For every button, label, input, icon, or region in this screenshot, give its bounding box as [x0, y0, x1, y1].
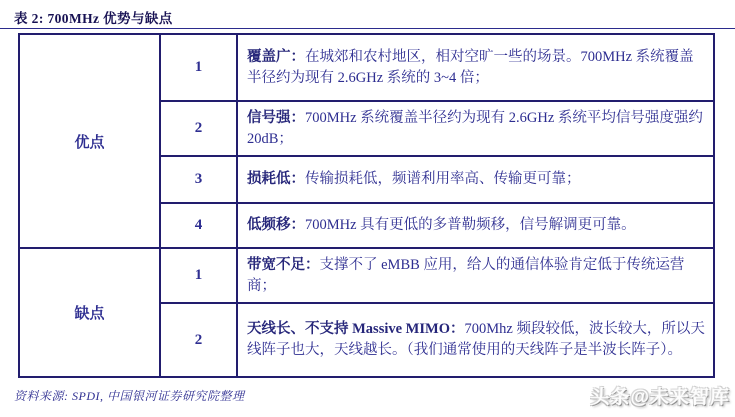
source-note: 资料来源: SPDI, 中国银河证券研究院整理 — [14, 389, 245, 403]
row-content — [237, 101, 714, 156]
row-content — [237, 34, 714, 101]
row-text: 700MHz 系统覆盖半径约为现有 2.6GHz 系统平均信号强度强约 20dB； — [247, 109, 703, 147]
category-cell-advantages: 优点 — [19, 34, 160, 248]
row-text: 700MHz 具有更低的多普勒频移，信号解调更可靠。 — [305, 217, 636, 233]
category-cell-disadvantages: 缺点 — [19, 248, 160, 377]
row-content — [237, 156, 714, 203]
row-text: 传输损耗低，频谱利用率高、传输更可靠； — [305, 171, 581, 187]
row-content — [237, 303, 714, 377]
table-row — [19, 248, 714, 303]
row-text: 支撑不了 eMBB 应用，给人的通信体验肯定低于传统运营商； — [247, 256, 685, 294]
row-lead: 低频移： — [247, 217, 305, 233]
row-content — [237, 248, 714, 303]
row-number: 3 — [160, 156, 237, 203]
row-text: 700Mhz 频段较低，波长较大，所以天线阵子也大，天线越长。（我们通常使用的天线阵子是半波长阵子）。 — [247, 321, 705, 358]
row-number: 2 — [160, 101, 237, 156]
row-lead: 信号强： — [247, 109, 305, 126]
row-lead: 损耗低： — [247, 171, 305, 187]
watermark: 头条@未来智库 — [590, 387, 730, 408]
row-number: 1 — [160, 248, 237, 303]
row-lead: 带宽不足： — [247, 256, 320, 273]
table-row — [19, 34, 714, 101]
row-number: 2 — [160, 303, 237, 377]
row-lead: 天线长、不支持 Massive MIMO： — [247, 321, 465, 337]
row-number: 1 — [160, 34, 237, 101]
table-title: 表 2: 700MHz 优势与缺点 — [14, 11, 173, 26]
title-divider — [0, 28, 735, 29]
pros-cons-table — [18, 33, 715, 378]
row-lead: 覆盖广： — [247, 48, 305, 65]
row-content — [237, 203, 714, 248]
row-text: 在城郊和农村地区，相对空旷一些的场景。700MHz 系统覆盖半径约为现有 2.6GHz 系统的 3~4 倍； — [247, 48, 694, 86]
row-number: 4 — [160, 203, 237, 248]
